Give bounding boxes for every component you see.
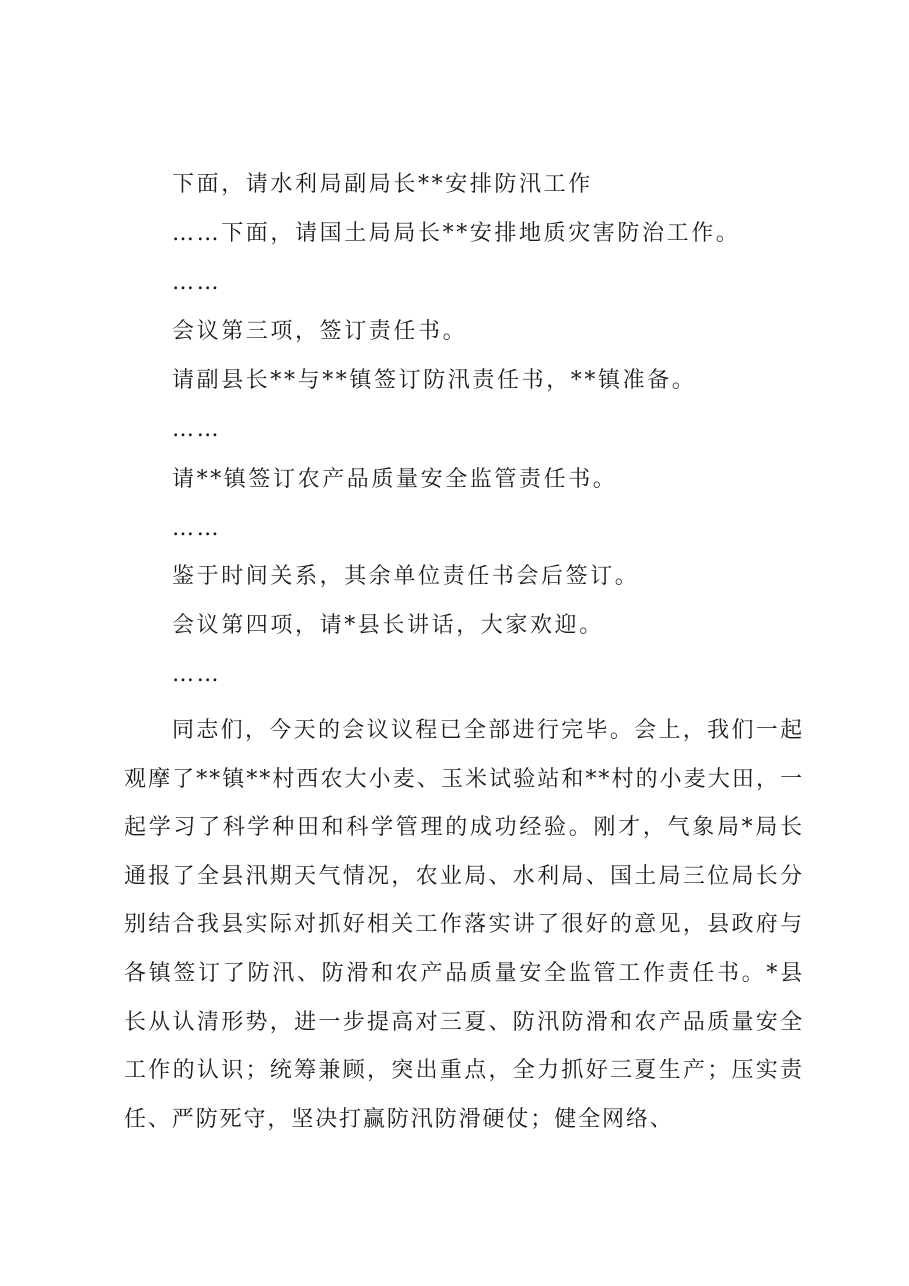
agenda-line: 请副县长**与**镇签订防汛责任书，**镇准备。 <box>172 368 697 393</box>
agenda-line: 鉴于时间关系，其余单位责任书会后签订。 <box>172 564 640 589</box>
ellipsis-line: …… <box>172 417 222 442</box>
agenda-line: 会议第三项，签订责任书。 <box>172 319 468 344</box>
agenda-line: ……下面，请国土局局长**安排地质灾害防治工作。 <box>172 221 741 246</box>
ellipsis-line: …… <box>172 270 222 295</box>
closing-paragraph: 同志们，今天的会议议程已全部进行完毕。会上，我们一起观摩了**镇**村西农大小麦、玉米试验站和**村的小麦大田，一起学习了科学种田和科学管理的成功经验。刚才，气象局*局长通报了全县汛期天气情况，农业局、水利局、国土局三位局长分别结合我县实际对抓好相关工作落实讲了很好的意见，县政府与各镇签订了防汛、防滑和农产品质量安全监管工作责任书。*县长从认清形势，进一步提高对三夏、防汛防滑和农产品质量安全工作的认识；统筹兼顾，突出重点，全力抓好三夏生产；压实责任、严防死守，坚决打赢防汛防滑硬仗；健全网络、 <box>124 718 804 1132</box>
ellipsis-line: …… <box>172 662 222 687</box>
agenda-line: 请**镇签订农产品质量安全监管责任书。 <box>172 467 618 492</box>
agenda-line: 会议第四项，请*县长讲话，大家欢迎。 <box>172 613 604 638</box>
ellipsis-line: …… <box>172 516 222 541</box>
agenda-line: 下面，请水利局副局长**安排防汛工作 <box>172 172 593 197</box>
